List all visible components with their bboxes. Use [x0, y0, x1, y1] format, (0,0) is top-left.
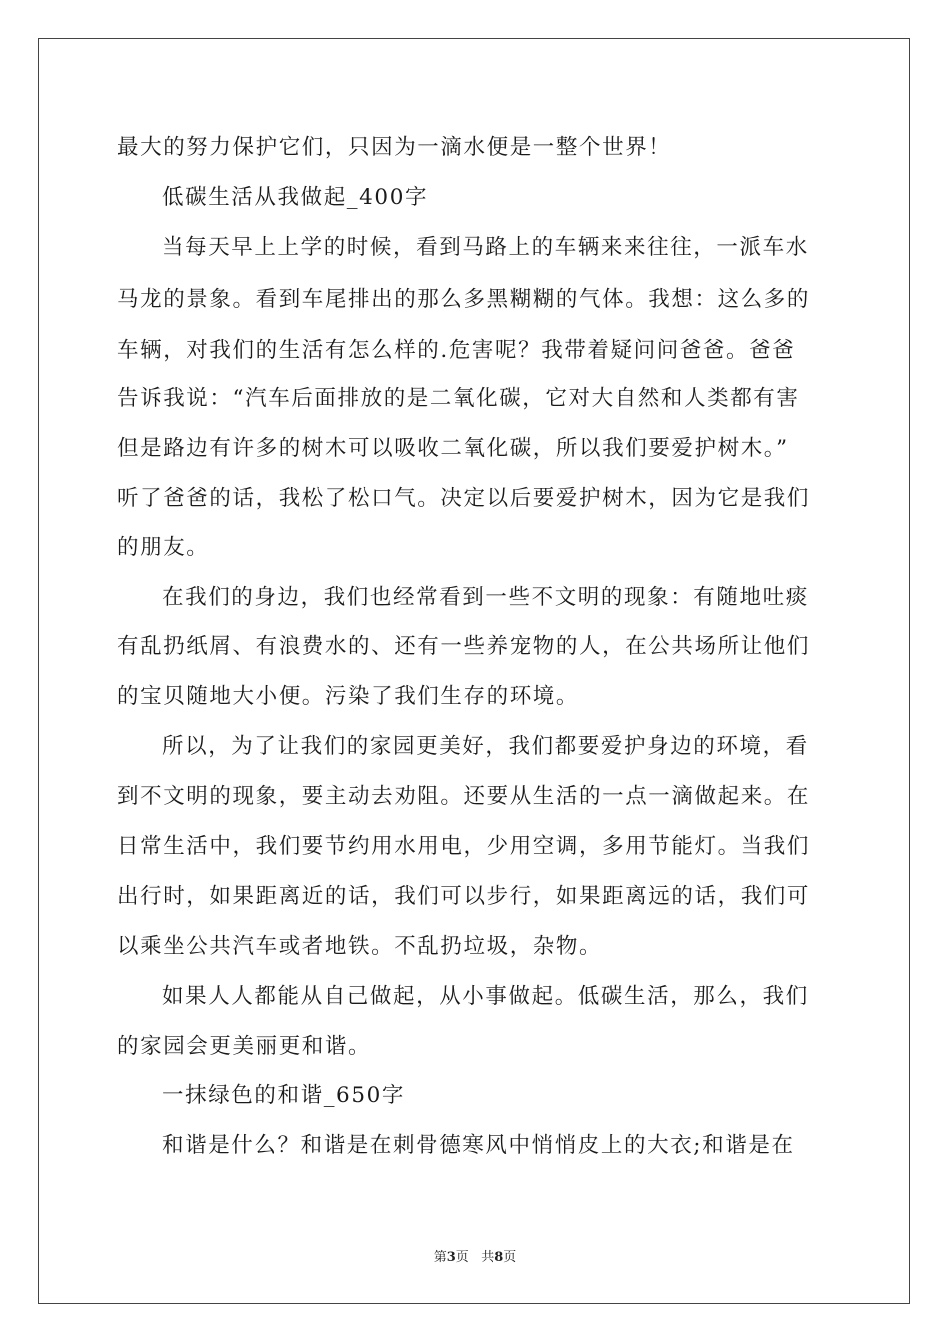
text-line: 车辆，对我们的生活有怎么样的.危害呢？我带着疑问问爸爸。爸爸	[117, 338, 796, 363]
page-border	[38, 38, 910, 1304]
text-line: 和谐是什么？和谐是在刺骨德寒风中悄悄皮上的大衣;和谐是在	[162, 1133, 795, 1158]
text-line: 告诉我说：“汽车后面排放的是二氧化碳，它对大自然和人类都有害	[117, 386, 800, 411]
section-title: 一抹绿色的和谐_650字	[162, 1083, 405, 1108]
text-line: 马龙的景象。看到车尾排出的那么多黑糊糊的气体。我想：这么多的	[117, 287, 811, 312]
page-footer	[0, 1246, 950, 1265]
text-line: 日常生活中，我们要节约用水用电，少用空调，多用节能灯。当我们	[117, 834, 811, 859]
text-line: 的朋友。	[117, 535, 210, 560]
text-line: 到不文明的现象，要主动去劝阻。还要从生活的一点一滴做起来。在	[117, 784, 811, 809]
text-line: 如果人人都能从自己做起，从小事做起。低碳生活，那么，我们	[162, 984, 809, 1009]
text-line: 但是路边有许多的树木可以吸收二氧化碳，所以我们要爱护树木。”	[117, 436, 789, 461]
text-line: 所以，为了让我们的家园更美好，我们都要爱护身边的环境，看	[162, 734, 809, 759]
footer-prefix: 第	[433, 1250, 447, 1265]
text-line: 以乘坐公共汽车或者地铁。不乱扔垃圾，杂物。	[117, 934, 603, 959]
current-page-number: 3	[446, 1250, 456, 1265]
section-title: 低碳生活从我做起_400字	[162, 185, 429, 210]
text-line: 有乱扔纸屑、有浪费水的、还有一些养宠物的人，在公共场所让他们	[117, 634, 811, 659]
text-line: 出行时，如果距离近的话，我们可以步行，如果距离远的话，我们可	[117, 884, 811, 909]
footer-total-prefix: 共	[481, 1250, 495, 1265]
footer-page-suffix: 页	[455, 1250, 469, 1265]
text-line: 当每天早上上学的时候，看到马路上的车辆来来往往，一派车水	[162, 235, 809, 260]
text-line: 听了爸爸的话，我松了松口气。决定以后要爱护树木，因为它是我们	[117, 486, 811, 511]
footer-total-suffix: 页	[503, 1250, 517, 1265]
total-page-count: 8	[494, 1250, 504, 1265]
text-line: 在我们的身边，我们也经常看到一些不文明的现象：有随地吐痰	[162, 585, 809, 610]
text-line: 的宝贝随地大小便。污染了我们生存的环境。	[117, 684, 580, 709]
text-line: 最大的努力保护它们，只因为一滴水便是一整个世界！	[117, 135, 672, 160]
text-line: 的家园会更美丽更和谐。	[117, 1034, 372, 1059]
